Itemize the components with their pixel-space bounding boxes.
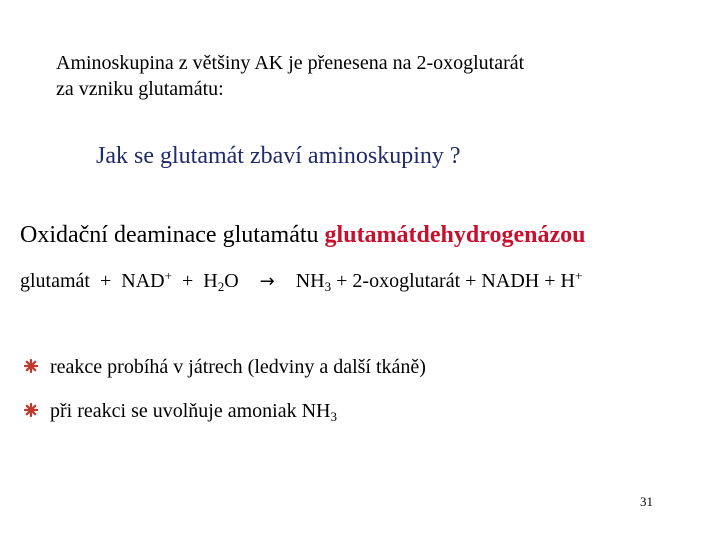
water-subscript: 2 <box>217 279 225 294</box>
reactant-water-h: H <box>203 270 218 292</box>
bullet-item <box>24 396 426 426</box>
plus-sign-1: + <box>99 270 112 292</box>
bullet-subscript: 3 <box>330 409 337 424</box>
heading-prefix: Oxidační deaminace glutamátu <box>20 222 325 248</box>
reactant-nad: NAD <box>121 270 165 292</box>
reactant-water-o: O <box>224 270 239 292</box>
question-text: Jak se glutamát zbaví aminoskupiny ? <box>96 143 461 169</box>
products-rest: + 2-oxoglutarát + NADH + H <box>336 270 575 292</box>
intro-line-1: Aminoskupina z většiny AK je přenesena na 2-oxoglutarát <box>56 52 525 74</box>
product-ammonia: NH <box>295 270 325 292</box>
intro-line-2: za vzniku glutamátu: <box>56 78 224 100</box>
ammonia-subscript: 3 <box>324 279 332 294</box>
bullet-list <box>24 352 426 440</box>
reaction-equation <box>20 266 582 297</box>
reaction-heading <box>20 219 585 251</box>
plus-sign-2: + <box>181 270 194 292</box>
enzyme-name: glutamátdehydrogenázou <box>324 222 586 248</box>
reactant-glutamate: glutamát <box>20 270 90 292</box>
reaction-arrow-icon: → <box>259 271 275 292</box>
intro-text <box>56 50 676 102</box>
page-number: 31 <box>640 494 653 509</box>
proton-charge: + <box>574 268 583 283</box>
bullet-text: reakce probíhá v játrech (ledviny a další tkáně) <box>50 356 426 378</box>
asterisk-bullet-icon <box>24 359 38 373</box>
nad-charge: + <box>164 268 172 283</box>
bullet-text: při reakci se uvolňuje amoniak NH <box>50 400 331 422</box>
bullet-item <box>24 352 426 382</box>
asterisk-bullet-icon <box>24 403 38 417</box>
